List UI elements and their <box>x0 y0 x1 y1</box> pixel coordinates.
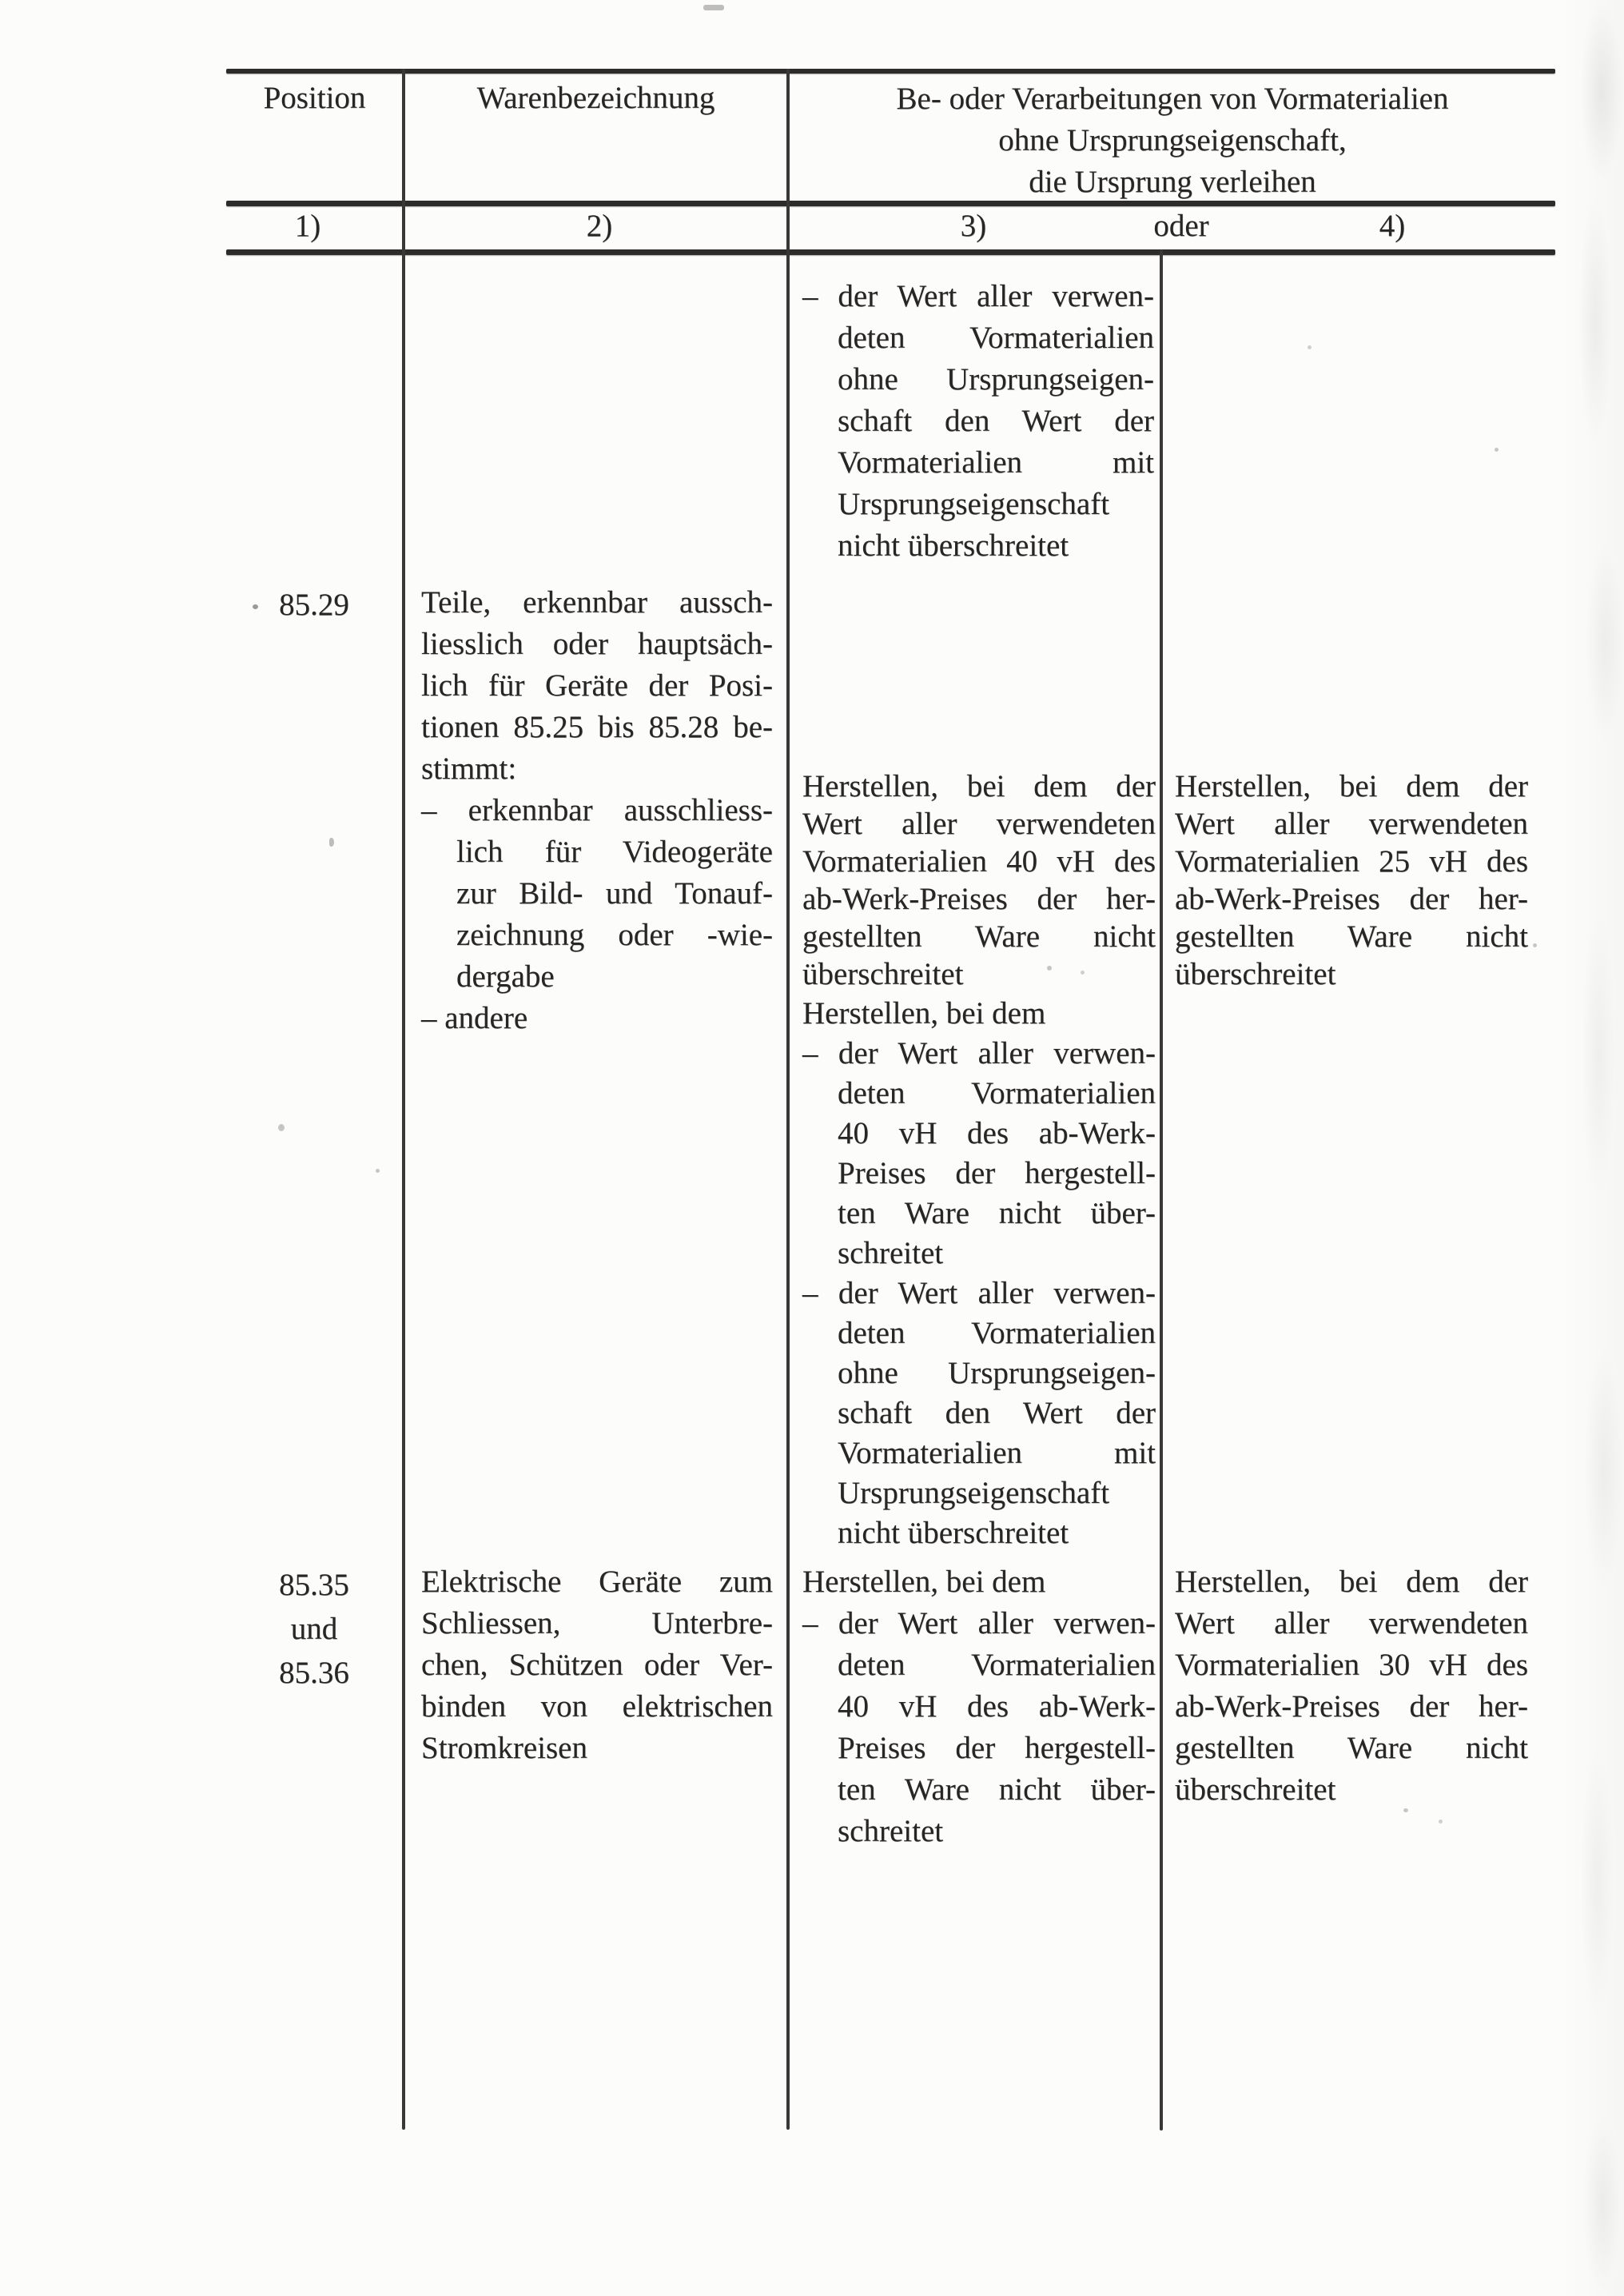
row-continued-rule-col3: – der Wert aller verwen- deten Vormaterialien ohne Ursprungseigen- schaft den Wert der Vormaterialien mit Ursprungseigenschaft nicht überschreitet <box>802 279 1154 563</box>
scan-speck <box>1308 345 1312 349</box>
row-8535-rule-col3: Herstellen, bei dem – der Wert aller verwen- deten Vormaterialien 40 vH des ab-Werk- Preises der hergestell- ten Ware nicht über- schreitet <box>802 1565 1156 1848</box>
column-number-3: 3) <box>960 209 987 243</box>
scan-speck <box>329 838 334 847</box>
scan-speck <box>1403 1808 1408 1812</box>
scan-speck <box>376 1169 380 1173</box>
row-8529-rule-col3-second: Herstellen, bei dem – der Wert aller verwen- deten Vormaterialien 40 vH des ab-Werk- Preises der hergestell- ten Ware nicht über- schreitet – der Wert aller verwen- deten Vormaterialien ohne Ursprungseigen- schaft den Wert der Vormaterialien mit Ursprungseigenschaft nicht überschreitet <box>802 996 1156 1550</box>
scan-speck <box>253 604 258 609</box>
row-8535-rule-col4: Herstellen, bei dem der Wert aller verwendeten Vormaterialien 30 vH des ab-Werk-Preises der her- gestellten Ware nicht überschreitet <box>1175 1565 1528 1807</box>
row-8529-position: 85.29 <box>279 588 349 622</box>
scan-speck <box>278 1124 285 1131</box>
scan-speck <box>1081 971 1085 975</box>
row-8535-description: Elektrische Geräte zum Schliessen, Unterbre- chen, Schützen oder Ver- binden von elektrischen Stromkreisen <box>421 1565 773 1765</box>
column-conjunction-oder: oder <box>1153 209 1209 243</box>
scan-speck <box>1047 966 1052 971</box>
table-header-rule <box>226 249 1555 255</box>
column-divider-1 <box>402 69 405 2130</box>
column-number-1: 1) <box>294 209 321 243</box>
row-8529-rule-col3-first: Herstellen, bei dem der Wert aller verwendeten Vormaterialien 40 vH des ab-Werk-Preises der her- gestellten Ware nicht überschreitet <box>802 769 1156 991</box>
row-8535-position: 85.35 und 85.36 <box>279 1568 349 1690</box>
scan-speck <box>1495 448 1499 452</box>
row-8529-description: Teile, erkennbar aussch- liesslich oder hauptsäch- lich für Geräte der Posi- tionen 85.25 bis 85.28 be- stimmt: – erkennbar ausschliess- lich für Videogeräte zur Bild- und Tonauf- zeichnung oder -wie- dergabe – andere <box>421 585 773 1035</box>
row-8529-rule-col4: Herstellen, bei dem der Wert aller verwendeten Vormaterialien 25 vH des ab-Werk-Preises der her- gestellten Ware nicht überschreitet <box>1175 769 1528 991</box>
column-number-4: 4) <box>1379 209 1406 243</box>
header-goods-description: Warenbezeichnung <box>476 81 715 115</box>
header-position: Position <box>263 81 366 115</box>
header-processing: Be- oder Verarbeitungen von Vormaterialien ohne Ursprungseigenschaft, die Ursprung verleihen <box>896 82 1449 199</box>
scan-speck <box>1439 1820 1443 1824</box>
column-divider-2 <box>786 69 790 2130</box>
column-divider-3 <box>1160 249 1163 2131</box>
scan-edge-noise <box>1560 0 1624 2296</box>
scan-speck <box>1533 943 1537 947</box>
table-top-rule <box>226 69 1555 74</box>
scan-speck <box>703 5 724 10</box>
column-number-2: 2) <box>586 209 613 243</box>
